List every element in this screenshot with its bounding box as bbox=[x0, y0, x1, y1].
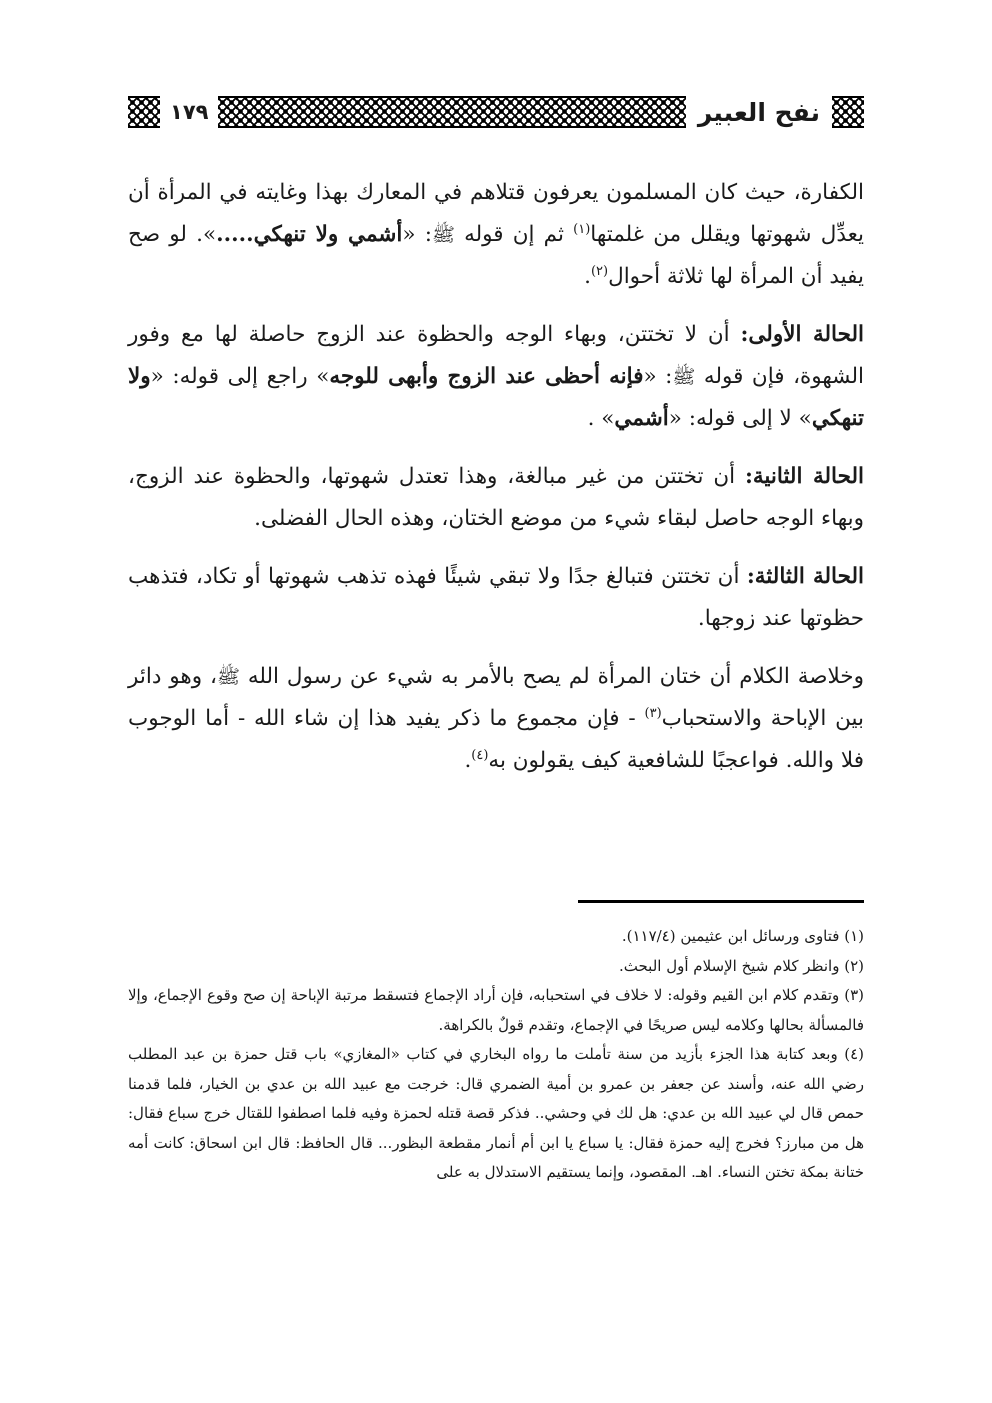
para5-text-d: . bbox=[464, 748, 472, 773]
paragraph-3 bbox=[128, 456, 864, 540]
footnote-separator bbox=[578, 900, 864, 903]
paragraph-1 bbox=[128, 172, 864, 298]
main-text bbox=[128, 172, 864, 798]
para5-text-b: ، وهو دائر بين الإباحة والاستحباب bbox=[128, 664, 865, 731]
footnote-ref-4[interactable]: (٤) bbox=[471, 747, 489, 763]
para2-quote-2: ولا تنهكي bbox=[128, 364, 864, 431]
para1-text-a: الكفارة، حيث كان المسلمون يعرفون قتلاهم في المعارك بهذا وغايته في المرأة أن يعدِّل شهوتها ويقلل من غلمتها bbox=[128, 180, 865, 247]
salawat-symbol: ﷺ bbox=[216, 666, 240, 688]
page-number: ١٧٩ bbox=[170, 100, 209, 124]
para2-text-e: » . bbox=[587, 406, 615, 431]
para1-text-b: ثم إن قوله bbox=[454, 222, 574, 247]
ornament-left bbox=[128, 96, 160, 128]
para5-text-a: وخلاصة الكلام أن ختان المرأة لم يصح بالأمر به شيء عن رسول الله bbox=[239, 664, 864, 689]
para3-text: أن تختتن من غير مبالغة، وهذا تعتدل شهوتها، والحظوة عند الزوج، وبهاء الوجه حاصل لبقاء شيء من موضع الختان، وهذه الحال الفضلى. bbox=[128, 464, 864, 531]
footnote-2: (٢) وانظر كلام شيخ الإسلام أول البحث. bbox=[619, 956, 864, 975]
case-label-1: الحالة الأولى: bbox=[740, 322, 864, 347]
ornament-middle bbox=[218, 96, 685, 128]
case-label-3: الحالة الثالثة: bbox=[746, 564, 864, 589]
ornament-right bbox=[832, 96, 864, 128]
para5-text-c: - فإن مجموع ما ذكر يفيد هذا إن شاء الله - أما الوجوب فلا والله. فواعجبًا للشافعية كيف يقولون به bbox=[128, 706, 864, 773]
para1-text-e: . bbox=[584, 264, 591, 289]
footnotes bbox=[128, 922, 864, 1188]
para4-text: أن تختتن فتبالغ جدًا ولا تبقي شيئًا فهذه تذهب شهوتها أو تكاد، فتذهب حظوتها عند زوجها. bbox=[128, 564, 864, 631]
footnote-4: (٤) وبعد كتابة هذا الجزء بأزيد من سنة تأملت ما رواه البخاري في كتاب «المغازي» باب قتل حمزة بن عبد المطلب رضي الله عنه، وأسند عن جعفر بن عمرو بن أمية الضمري قال: خرجت مع عبيد الله بن عدي بن الخيار، فلما قدمنا حمص قال لي عبيد الله بن عدي: هل لك في وحشي.. فذكر قصة قتله لحمزة وفيه فلما اصطفوا للقتال خرج سباع فقال: هل من مبارز؟ فخرج إليه حمزة فقال: يا سباع يا ابن أم أنمار مقطعة البظور... قال الحافظ: قال ابن اسحاق: كانت أمه ختانة بمكة تختن النساء. اهـ. المقصود، وإنما يستقيم الاستدلال به على bbox=[128, 1045, 864, 1181]
para2-text-c: » راجع إلى قوله: « bbox=[150, 364, 330, 389]
paragraph-5 bbox=[128, 656, 864, 782]
running-title: نفح العبير bbox=[697, 97, 820, 127]
para2-text-d: » لا إلى قوله: « bbox=[668, 406, 812, 431]
page-header bbox=[128, 92, 864, 132]
para1-text-d: ». لو صح يفيد أن المرأة لها ثلاثة أحوال bbox=[128, 222, 864, 289]
footnote-3: (٣) وتقدم كلام ابن القيم وقوله: لا خلاف في استحبابه، فإن أراد الإجماع فتسقط مرتبة الإباحة إن صح وقوع الإجماع، وإلا فالمسألة بحالها وكلامه ليس صريحًا في الإجماع، وتقدم قولٌ بالكراهة. bbox=[128, 986, 864, 1034]
para2-text-b: : « bbox=[643, 364, 673, 389]
footnote-ref-3[interactable]: (٣) bbox=[644, 705, 662, 721]
paragraph-4 bbox=[128, 556, 864, 640]
case-label-2: الحالة الثانية: bbox=[744, 464, 864, 489]
para1-quote: أشمي ولا تنهكي..... bbox=[216, 222, 403, 247]
salawat-symbol: ﷺ bbox=[672, 366, 696, 388]
para2-quote-3: أشمي bbox=[614, 406, 669, 431]
para1-text-c: : « bbox=[402, 222, 432, 247]
paragraph-2 bbox=[128, 314, 864, 440]
para2-text-a: أن لا تختتن، وبهاء الوجه والحظوة عند الزوج حاصلة لها مع وفور الشهوة، فإن قوله bbox=[128, 322, 864, 389]
footnote-1: (١) فتاوى ورسائل ابن عثيمين (١١٧/٤). bbox=[621, 927, 864, 945]
salawat-symbol: ﷺ bbox=[431, 224, 455, 246]
para2-quote-1: فإنه أحظى عند الزوج وأبهى للوجه bbox=[329, 364, 644, 389]
footnote-ref-2[interactable]: (٢) bbox=[590, 263, 609, 279]
footnote-ref-1[interactable]: (١) bbox=[573, 221, 591, 237]
